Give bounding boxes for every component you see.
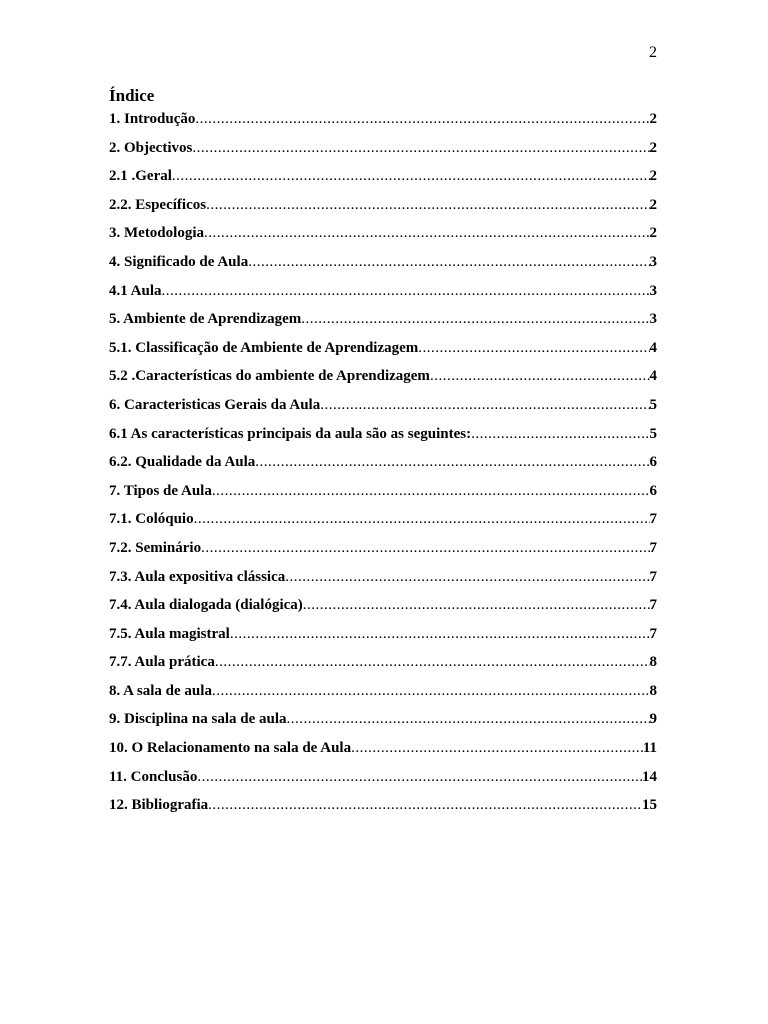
toc-leader-dots — [206, 195, 649, 215]
toc-entry-page: 2 — [649, 168, 657, 185]
toc-entry-page: 7 — [649, 597, 657, 614]
toc-entry-page: 7 — [649, 625, 657, 642]
toc-leader-dots — [212, 681, 650, 701]
toc-entry-label: 7.4. Aula dialogada (dialógica) — [109, 597, 303, 614]
toc-entry-page: 15 — [642, 797, 657, 814]
toc-entry-label: 7.1. Colóquio — [109, 511, 194, 528]
toc-entry-page: 8 — [649, 682, 657, 699]
toc-leader-dots — [351, 738, 643, 758]
toc-leader-dots — [162, 281, 650, 301]
toc-entry-aula-pratica[interactable] — [109, 652, 657, 681]
toc-entry-disciplina[interactable] — [109, 709, 657, 738]
toc-leader-dots — [471, 424, 649, 444]
toc-leader-dots — [194, 509, 650, 529]
toc-entry-page: 5 — [649, 396, 657, 413]
toc-entry-label: 5. Ambiente de Aprendizagem — [109, 311, 302, 328]
toc-entry-bibliografia[interactable] — [109, 795, 657, 824]
toc-entry-label: 1. Introdução — [109, 111, 196, 127]
toc-entry-label: 2.2. Específicos — [109, 196, 207, 213]
toc-entry-page: 6 — [649, 454, 657, 471]
toc-entry-metodologia[interactable] — [109, 223, 657, 252]
toc-leader-dots — [287, 709, 650, 729]
toc-entry-page: 3 — [649, 282, 657, 299]
toc-leader-dots — [204, 223, 650, 243]
toc-entry-qualidade-da-aula[interactable] — [109, 452, 657, 481]
toc-entry-label: 2. Objectivos — [109, 139, 193, 156]
toc-entry-page: 7 — [649, 511, 657, 528]
toc-entry-page: 6 — [649, 482, 657, 499]
toc-entry-label: 4.1 Aula — [109, 282, 162, 299]
toc-entry-significado-de-aula[interactable] — [109, 252, 657, 281]
toc-entry-page: 4 — [649, 368, 657, 385]
toc-leader-dots — [212, 481, 650, 501]
toc-entry-sala-de-aula[interactable] — [109, 681, 657, 710]
toc-leader-dots — [215, 652, 650, 672]
toc-entry-label: 6.2. Qualidade da Aula — [109, 454, 256, 471]
toc-entry-label: 7. Tipos de Aula — [109, 482, 212, 499]
toc-entry-page: 8 — [649, 654, 657, 671]
toc-entry-caracteristicas-gerais[interactable] — [109, 395, 657, 424]
toc-entry-label: 7.3. Aula expositiva clássica — [109, 568, 286, 585]
toc-entry-label: 5.1. Classificação de Ambiente de Aprendizagem — [109, 339, 419, 356]
toc-entry-page: 14 — [642, 768, 657, 785]
toc-leader-dots — [208, 795, 642, 815]
toc-entry-page: 7 — [649, 539, 657, 556]
toc-entry-page: 4 — [649, 339, 657, 356]
toc-leader-dots — [172, 166, 650, 186]
page-number: 2 — [649, 44, 657, 61]
toc-entry-conclusao[interactable] — [109, 767, 657, 796]
toc-entry-label: 11. Conclusão — [109, 768, 198, 785]
toc-leader-dots — [430, 366, 650, 386]
toc-entry-label: 9. Disciplina na sala de aula — [109, 711, 287, 728]
toc-entry-label: 8. A sala de aula — [109, 682, 212, 699]
toc-entry-label: 4. Significado de Aula — [109, 253, 249, 270]
table-of-contents — [109, 109, 657, 824]
toc-entry-aula-dialogada[interactable] — [109, 595, 657, 624]
toc-entry-caracteristicas-principais[interactable] — [109, 424, 657, 453]
toc-entry-page: 5 — [649, 425, 657, 442]
toc-entry-ambiente-de-aprendizagem[interactable] — [109, 309, 657, 338]
toc-entry-geral[interactable] — [109, 166, 657, 195]
toc-entry-label: 12. Bibliografia — [109, 797, 209, 814]
toc-leader-dots — [301, 309, 649, 329]
toc-entry-page: 2 — [649, 196, 657, 213]
toc-entry-page: 9 — [649, 711, 657, 728]
toc-entry-label: 10. O Relacionamento na sala de Aula — [109, 740, 352, 757]
toc-leader-dots — [201, 538, 649, 558]
toc-entry-aula-expositiva[interactable] — [109, 567, 657, 596]
toc-title: Índice — [109, 86, 155, 105]
toc-entry-classificacao-ambiente[interactable] — [109, 338, 657, 367]
toc-entry-coloquio[interactable] — [109, 509, 657, 538]
toc-entry-page: 7 — [649, 568, 657, 585]
toc-leader-dots — [320, 395, 649, 415]
toc-entry-label: 6.1 As características principais da aula são as seguintes: — [109, 425, 472, 442]
toc-entry-page: 2 — [649, 225, 657, 242]
toc-entry-objectivos[interactable] — [109, 138, 657, 167]
toc-entry-label: 7.2. Seminário — [109, 539, 202, 556]
toc-entry-seminario[interactable] — [109, 538, 657, 567]
toc-leader-dots — [303, 595, 650, 615]
toc-entry-especificos[interactable] — [109, 195, 657, 224]
toc-entry-introducao[interactable] — [109, 109, 657, 138]
toc-leader-dots — [285, 567, 649, 587]
toc-leader-dots — [192, 138, 649, 158]
toc-entry-label: 7.7. Aula prática — [109, 654, 215, 671]
toc-entry-label: 2.1 .Geral — [109, 168, 172, 185]
toc-entry-label: 7.5. Aula magistral — [109, 625, 230, 642]
toc-entry-label: 3. Metodologia — [109, 225, 204, 242]
toc-entry-page: 3 — [649, 311, 657, 328]
toc-leader-dots — [248, 252, 649, 272]
toc-leader-dots — [230, 624, 650, 644]
toc-leader-dots — [255, 452, 649, 472]
toc-entry-aula[interactable] — [109, 281, 657, 310]
toc-leader-dots — [418, 338, 649, 358]
toc-entry-label: 5.2 .Características do ambiente de Aprendizagem — [109, 368, 430, 385]
toc-entry-page: 11 — [642, 740, 657, 757]
toc-entry-tipos-de-aula[interactable] — [109, 481, 657, 510]
toc-entry-page: 3 — [649, 253, 657, 270]
toc-entry-page: 2 — [649, 139, 657, 156]
toc-entry-caracteristicas-ambiente[interactable] — [109, 366, 657, 395]
toc-entry-label: 6. Caracteristicas Gerais da Aula — [109, 396, 321, 413]
toc-entry-relacionamento[interactable] — [109, 738, 657, 767]
toc-leader-dots — [195, 109, 649, 129]
toc-entry-page: 2 — [649, 111, 657, 127]
toc-entry-aula-magistral[interactable] — [109, 624, 657, 653]
toc-leader-dots — [197, 767, 642, 787]
